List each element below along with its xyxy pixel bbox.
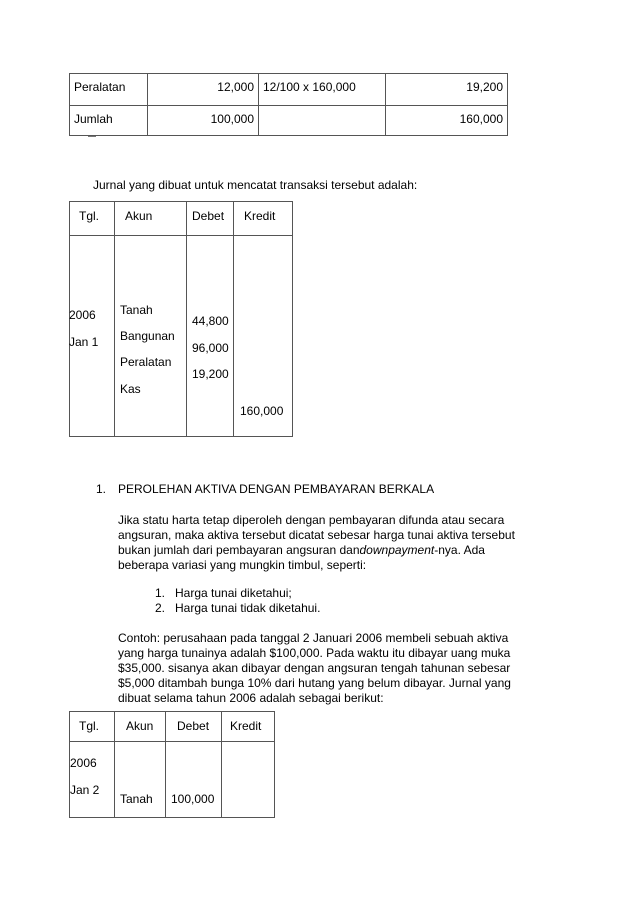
table-row	[70, 106, 508, 136]
paragraph-line: Jika statu harta tetap diperoleh dengan pembayaran difunda atau secara	[118, 513, 505, 527]
header-kredit	[222, 712, 275, 742]
row-result: 19,200	[466, 80, 503, 94]
date-year: 2006	[70, 756, 97, 770]
text-segment: bukan jumlah dari pembayaran angsuran dan	[118, 543, 360, 557]
header-text: Debet	[177, 719, 210, 733]
header-akun	[115, 202, 187, 236]
list-item: Harga tunai diketahui;	[175, 586, 292, 600]
debit-value: 100,000	[171, 792, 215, 806]
paragraph-line: $5,000 ditambah bunga 10% dari hutang yang belum dibayar. Jurnal yang	[118, 676, 511, 690]
row-calc: 12/100 x 160,000	[263, 80, 356, 94]
paragraph-line: beberapa variasi yang mungkin timbul, seperti:	[118, 558, 367, 572]
date-cell	[70, 236, 115, 437]
paragraph-line	[118, 543, 485, 558]
row-name: Jumlah	[74, 112, 113, 126]
table-row	[70, 74, 508, 106]
paragraph-line: angsuran, maka aktiva tersebut dicatat sebesar harga tunai aktiva tersebut	[118, 528, 515, 542]
date-year: 2006	[69, 308, 96, 322]
table-cell	[386, 74, 508, 106]
debit-value: 44,800	[192, 314, 229, 328]
list-item: Harga tunai tidak diketahui.	[175, 601, 321, 615]
debit-value: 96,000	[192, 341, 229, 355]
row-calc	[259, 106, 385, 118]
credit-cell	[222, 742, 275, 818]
debit-value: 19,200	[192, 367, 229, 381]
header-text: Tgl.	[79, 209, 100, 223]
list-number: 2.	[155, 601, 166, 615]
text-segment: -nya. Ada	[434, 543, 485, 557]
account-cell	[115, 742, 166, 818]
header-debet	[187, 202, 234, 236]
table-cell	[259, 106, 386, 136]
table-underline-stub	[88, 136, 96, 137]
table-row	[70, 236, 293, 437]
header-tgl	[70, 712, 115, 742]
header-text: Debet	[192, 209, 225, 223]
account-name: Tanah	[120, 792, 153, 806]
date-day: Jan 1	[69, 335, 99, 349]
account-cell	[115, 236, 187, 437]
header-text: Kredit	[230, 719, 262, 733]
account-name: Peralatan	[120, 355, 172, 369]
paragraph-line: yang harga tunainya adalah $100,000. Pada waktu itu dibayar uang muka	[118, 646, 511, 660]
header-text: Akun	[125, 209, 153, 223]
header-akun	[115, 712, 166, 742]
table-cell	[70, 74, 148, 106]
table-header-row	[70, 712, 275, 742]
cost-allocation-table	[69, 73, 508, 136]
table-cell	[386, 106, 508, 136]
journal-intro: Jurnal yang dibuat untuk mencatat transaksi tersebut adalah:	[93, 178, 418, 192]
credit-cell	[234, 236, 293, 437]
header-debet	[166, 712, 222, 742]
debit-cell	[166, 742, 222, 818]
section-number: 1.	[96, 482, 107, 496]
account-name: Bangunan	[120, 329, 175, 343]
header-text: Tgl.	[79, 719, 100, 733]
list-number: 1.	[155, 586, 166, 600]
date-cell	[70, 742, 115, 818]
row-result: 160,000	[459, 112, 503, 126]
table-cell	[148, 106, 259, 136]
journal-table-1	[69, 201, 293, 437]
table-cell	[70, 106, 148, 136]
header-tgl	[70, 202, 115, 236]
text-italic: downpayment	[359, 543, 435, 557]
paragraph-line: $35,000. sisanya akan dibayar dengan angsuran tengah tahunan sebesar	[118, 661, 511, 675]
credit-value: 160,000	[240, 404, 284, 418]
header-kredit	[234, 202, 293, 236]
table-cell	[148, 74, 259, 106]
table-row	[70, 742, 275, 818]
table-cell	[259, 74, 386, 106]
journal-table-2	[69, 711, 275, 818]
row-name: Peralatan	[74, 80, 126, 94]
paragraph-line: dibuat selama tahun 2006 adalah sebagai berikut:	[118, 691, 384, 705]
account-name: Kas	[120, 382, 141, 396]
header-text: Akun	[126, 719, 154, 733]
row-cost: 100,000	[210, 112, 254, 126]
header-text: Kredit	[244, 209, 276, 223]
debit-cell	[187, 236, 234, 437]
date-day: Jan 2	[70, 783, 100, 797]
account-name: Tanah	[120, 303, 153, 317]
section-title: PEROLEHAN AKTIVA DENGAN PEMBAYARAN BERKALA	[118, 482, 435, 496]
table-header-row	[70, 202, 293, 236]
paragraph-line: Contoh: perusahaan pada tanggal 2 Januari 2006 membeli sebuah aktiva	[118, 631, 509, 645]
row-cost: 12,000	[217, 80, 254, 94]
